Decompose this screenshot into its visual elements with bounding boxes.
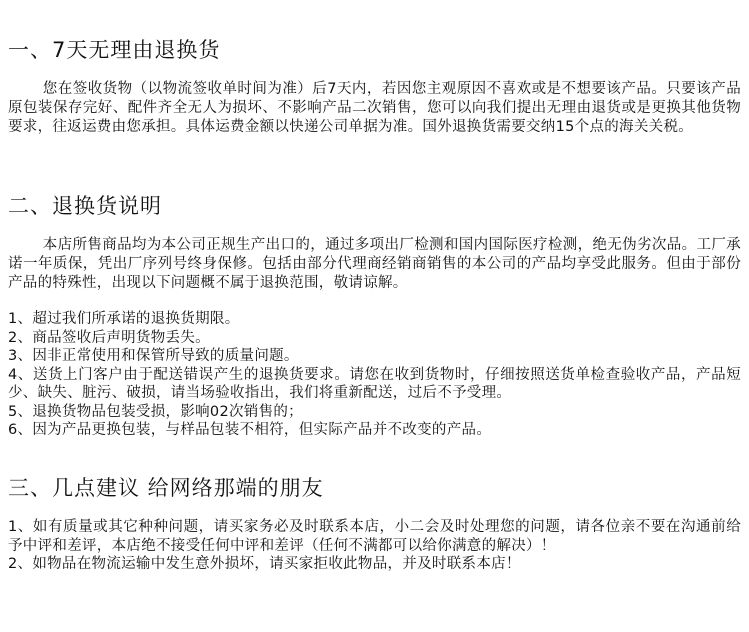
list-item: 4、送货上门客户由于配送错误产生的退换货要求。请您在收到货物时，仔细按照送货单检查验收产品，产品短少、缺失、脏污、破损，请当场验收指出，我们将重新配送，过后不予受理。 (8, 366, 741, 401)
list-item: 2、如物品在物流运输中发生意外损坏，请买家拒收此物品，并及时联系本店！ (8, 556, 521, 572)
section-heading-suggestions: 三、几点建议 给网络那端的朋友 (8, 476, 324, 500)
suggestion-list (8, 518, 741, 574)
list-item: 2、商品签收后声明货物丢失。 (8, 329, 210, 346)
return-exclusion-list (8, 310, 741, 440)
list-item: 1、超过我们所承诺的退换货期限。 (8, 311, 240, 327)
list-item: 6、因为产品更换包装，与样品包装不相符，但实际产品并不改变的产品。 (8, 422, 492, 438)
list-item: 3、因非正常使用和保管所导致的质量问题。 (8, 348, 299, 364)
section-paragraph-return-notes: 本店所售商品均为本公司正规生产出口的，通过多项出厂检测和国内国际医疗检测，绝无伪劣次品。工厂承诺一年质保，凭出厂序列号终身保修。包括由部分代理商经销商销售的本公司的产品均享受此服务。但由于部份产品的特殊性，出现以下问题概不属于退换范围，敬请谅解。 (8, 237, 741, 291)
list-item: 5、退换货物品包装受损，影响02次销售的； (8, 403, 303, 420)
list-item: 1、如有质量或其它种种问题，请买家务必及时联系本店，小二会及时处理您的问题，请各位亲不要在沟通前给予中评和差评，本店绝不接受任何中评和差评（任何不满都可以给你满意的解决）！ (8, 519, 741, 554)
section-heading-7day-return: 一、7天无理由退换货 (8, 38, 221, 62)
section-paragraph-7day-return: 您在签收货物（以物流签收单时间为准）后7天内，若因您主观原因不喜欢或是不想要该产品。只要该产品原包装保存完好、配件齐全无人为损坏、不影响产品二次销售，您可以向我们提出无理由退货或是更换其他货物要求，往返运费由您承担。具体运费金额以快递公司单据为准。国外退换货需要交纳15个点的海关关税。 (8, 81, 741, 135)
section-heading-return-notes: 二、退换货说明 (8, 194, 162, 218)
